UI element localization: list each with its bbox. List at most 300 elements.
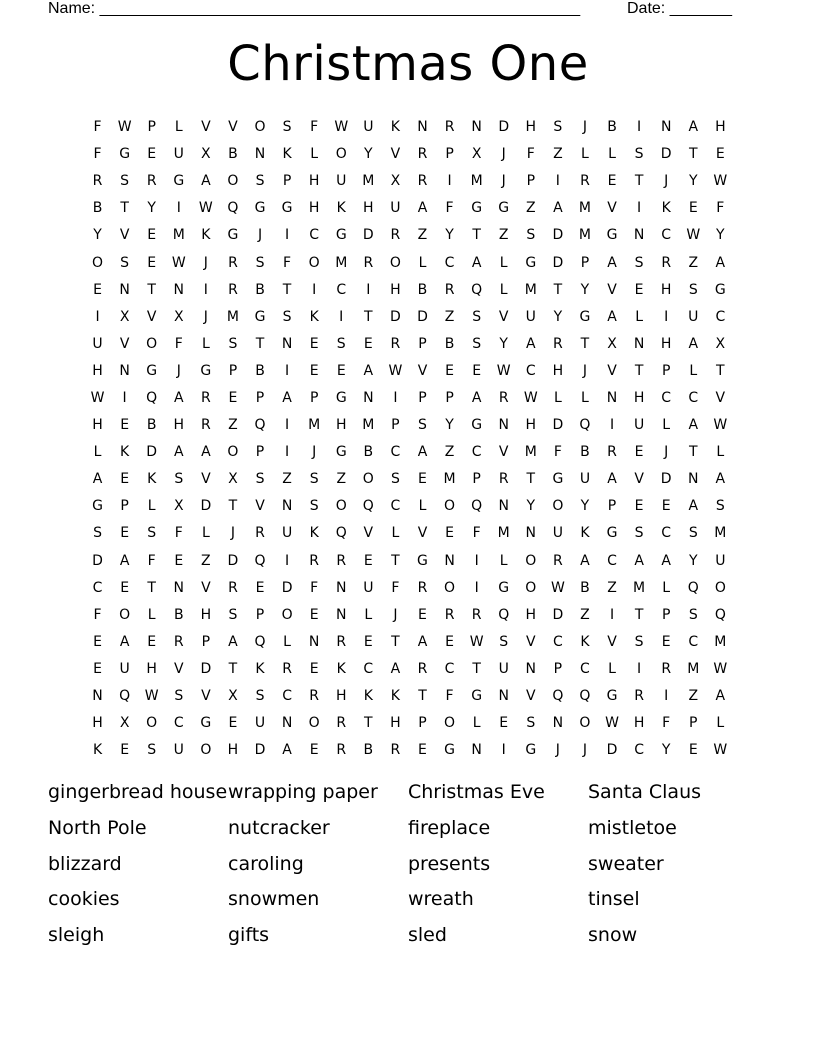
grid-letter: J — [582, 119, 588, 136]
grid-letter: E — [688, 200, 698, 217]
grid-letter: C — [92, 579, 103, 596]
grid-letter: O — [227, 444, 239, 461]
grid-letter: N — [119, 362, 130, 379]
grid-letter: V — [498, 444, 509, 461]
grid-letter: D — [362, 227, 374, 244]
grid-letter: N — [552, 715, 564, 732]
grid-letter: A — [715, 254, 726, 271]
grid-letter: C — [715, 308, 726, 325]
grid-letter: M — [362, 417, 375, 434]
grid-letter: H — [660, 335, 672, 352]
grid-letter: A — [363, 362, 374, 379]
grid-letter: C — [661, 227, 672, 244]
grid-letter: K — [580, 525, 590, 542]
grid-letter: S — [255, 254, 265, 271]
grid-letter: B — [255, 362, 265, 379]
grid-letter: N — [498, 417, 509, 434]
grid-letter: D — [390, 308, 401, 325]
grid-letter: Z — [228, 417, 238, 434]
grid-letter: L — [716, 444, 725, 461]
grid-letter: R — [634, 688, 644, 705]
grid-letter: R — [336, 715, 347, 732]
grid-letter: F — [445, 688, 454, 705]
grid-letter: Z — [444, 444, 455, 461]
grid-letter: L — [472, 715, 481, 732]
grid-letter: L — [635, 308, 643, 325]
grid-letter: A — [92, 471, 103, 488]
grid-letter: B — [607, 119, 617, 136]
grid-letter: V — [526, 688, 536, 705]
word-bank-item: Christmas Eve — [408, 781, 545, 803]
grid-letter: I — [285, 444, 290, 461]
grid-letter: E — [336, 362, 346, 379]
grid-letter: O — [444, 498, 456, 515]
grid-letter: D — [552, 606, 564, 623]
grid-letter: O — [552, 498, 564, 515]
grid-letter: K — [390, 119, 400, 136]
grid-letter: S — [336, 335, 346, 352]
grid-letter: L — [418, 254, 427, 271]
grid-letter: O — [389, 254, 401, 271]
grid-letter: H — [308, 200, 320, 217]
grid-letter: G — [119, 146, 131, 163]
grid-letter: I — [609, 606, 615, 623]
grid-letter: S — [255, 471, 265, 488]
grid-letter: T — [391, 552, 400, 569]
grid-letter: V — [607, 362, 617, 379]
grid-letter: E — [661, 633, 671, 650]
word-bank — [48, 778, 768, 957]
grid-row — [84, 656, 734, 683]
grid-letter: V — [607, 281, 617, 298]
grid-letter: O — [227, 173, 239, 190]
grid-row — [84, 168, 734, 195]
grid-letter: G — [471, 417, 483, 434]
grid-letter: S — [255, 173, 265, 190]
word-bank-item: blizzard — [48, 852, 122, 875]
grid-letter: U — [173, 742, 184, 759]
grid-letter: D — [498, 119, 510, 136]
grid-letter: E — [120, 742, 130, 759]
grid-letter: T — [634, 362, 644, 379]
grid-letter: S — [255, 688, 265, 705]
grid-letter: C — [634, 742, 644, 759]
grid-letter: L — [201, 335, 210, 352]
grid-letter: F — [445, 200, 454, 217]
word-bank-item: sweater — [588, 852, 664, 875]
grid-letter: Y — [716, 227, 725, 244]
name-line: Name: ______________________________________________________ — [48, 0, 581, 17]
grid-letter: Z — [688, 688, 699, 705]
grid-letter: S — [472, 308, 482, 325]
grid-letter: Y — [580, 281, 590, 298]
grid-letter: K — [336, 660, 346, 677]
grid-letter: F — [526, 146, 535, 163]
grid-letter: G — [281, 200, 293, 217]
grid-letter: O — [308, 715, 320, 732]
grid-letter: S — [634, 146, 644, 163]
grid-letter: Y — [553, 308, 563, 325]
grid-letter: I — [285, 227, 290, 244]
grid-letter: D — [200, 660, 212, 677]
grid-letter: U — [173, 146, 184, 163]
grid-letter: S — [688, 606, 698, 623]
grid-letter: L — [418, 498, 427, 515]
grid-letter: N — [92, 688, 103, 705]
worksheet-header — [48, 0, 748, 20]
grid-letter: F — [174, 525, 183, 542]
grid-letter: K — [282, 146, 292, 163]
grid-letter: H — [335, 688, 347, 705]
grid-letter: W — [469, 633, 484, 650]
grid-letter: F — [716, 200, 725, 217]
grid-letter: N — [525, 525, 537, 542]
grid-letter: M — [524, 281, 537, 298]
grid-letter: E — [120, 471, 130, 488]
grid-letter: T — [688, 444, 698, 461]
grid-letter: G — [200, 362, 212, 379]
grid-letter: M — [335, 254, 348, 271]
grid-letter: T — [228, 660, 238, 677]
grid-letter: E — [120, 417, 130, 434]
grid-letter: O — [714, 579, 726, 596]
grid-letter: E — [93, 633, 102, 650]
grid-letter: Y — [499, 335, 508, 352]
grid-letter: I — [637, 200, 642, 217]
word-bank-item: gingerbread house — [48, 781, 228, 803]
grid-letter: I — [122, 389, 127, 406]
grid-row — [84, 304, 734, 331]
grid-letter: M — [578, 227, 591, 244]
grid-letter: L — [608, 146, 616, 163]
grid-letter: K — [201, 227, 211, 244]
grid-letter: C — [580, 660, 590, 677]
grid-letter: E — [93, 660, 102, 677]
grid-letter: S — [499, 633, 509, 650]
grid-letter: W — [713, 173, 728, 190]
grid-letter: W — [713, 417, 728, 434]
grid-row — [84, 249, 734, 276]
word-bank-item: snow — [588, 924, 638, 947]
grid-letter: E — [607, 173, 617, 190]
grid-letter: N — [498, 688, 509, 705]
grid-letter: R — [417, 579, 428, 596]
grid-letter: E — [418, 606, 427, 623]
grid-row — [84, 114, 734, 141]
grid-letter: Q — [227, 200, 239, 217]
grid-letter: R — [390, 227, 401, 244]
grid-letter: G — [335, 444, 347, 461]
grid-letter: U — [336, 173, 347, 190]
grid-letter: U — [525, 308, 536, 325]
grid-letter: K — [390, 688, 400, 705]
grid-letter: N — [336, 606, 347, 623]
grid-letter: N — [606, 389, 618, 406]
grid-letter: P — [255, 444, 265, 461]
grid-letter: R — [336, 633, 347, 650]
grid-letter: H — [552, 362, 564, 379]
grid-letter: U — [281, 525, 293, 542]
grid-letter: R — [363, 254, 374, 271]
grid-letter: O — [362, 471, 374, 488]
grid-letter: X — [390, 173, 401, 190]
grid-letter: O — [200, 742, 212, 759]
grid-letter: E — [445, 633, 454, 650]
grid-letter: E — [120, 525, 130, 542]
grid-letter: R — [309, 552, 320, 569]
grid-letter: X — [173, 308, 184, 325]
grid-letter: Q — [579, 417, 591, 434]
grid-letter: I — [312, 281, 317, 298]
grid-letter: V — [201, 688, 211, 705]
grid-letter: P — [418, 715, 427, 732]
grid-letter: A — [119, 633, 130, 650]
grid-letter: U — [119, 660, 130, 677]
grid-letter: A — [417, 200, 428, 217]
grid-letter: N — [281, 715, 293, 732]
grid-letter: L — [689, 362, 698, 379]
grid-letter: M — [578, 200, 591, 217]
grid-letter: C — [661, 389, 672, 406]
grid-letter: K — [92, 742, 103, 759]
grid-row — [84, 466, 734, 493]
grid-letter: Q — [498, 606, 510, 623]
grid-letter: L — [499, 552, 508, 569]
grid-letter: S — [688, 525, 698, 542]
grid-letter: G — [498, 579, 510, 596]
grid-letter: F — [93, 146, 102, 163]
grid-letter: V — [201, 119, 211, 136]
grid-letter: N — [444, 552, 455, 569]
grid-letter: S — [634, 525, 644, 542]
grid-letter: T — [255, 335, 265, 352]
grid-letter: E — [363, 552, 373, 569]
grid-letter: A — [607, 308, 617, 325]
grid-row — [84, 412, 734, 439]
grid-letter: I — [474, 579, 479, 596]
grid-letter: S — [526, 227, 536, 244]
grid-letter: P — [661, 606, 671, 623]
grid-letter: G — [417, 552, 428, 569]
grid-letter: O — [281, 606, 293, 623]
grid-letter: I — [637, 660, 642, 677]
grid-letter: B — [444, 335, 455, 352]
puzzle-title: Christmas One — [227, 36, 589, 92]
grid-letter: A — [201, 173, 211, 190]
grid-letter: D — [606, 742, 618, 759]
grid-letter: Z — [525, 200, 536, 217]
grid-letter: S — [120, 254, 130, 271]
word-bank-item: snowmen — [228, 888, 320, 911]
grid-letter: H — [525, 417, 537, 434]
date-line: Date: _______ — [627, 0, 732, 17]
grid-letter: F — [553, 444, 562, 461]
grid-letter: R — [553, 552, 563, 569]
grid-row — [84, 358, 734, 385]
grid-letter: U — [498, 660, 509, 677]
grid-letter: S — [228, 335, 238, 352]
grid-letter: N — [688, 471, 699, 488]
word-bank-item: fireplace — [408, 816, 491, 839]
grid-letter: G — [552, 471, 564, 488]
grid-letter: W — [171, 254, 186, 271]
grid-letter: Y — [580, 498, 590, 515]
grid-letter: S — [688, 281, 698, 298]
grid-letter: M — [524, 444, 537, 461]
grid-letter: B — [363, 742, 374, 759]
grid-letter: U — [552, 525, 563, 542]
grid-letter: K — [661, 200, 671, 217]
grid-letter: G — [606, 525, 618, 542]
grid-letter: V — [715, 389, 726, 406]
grid-letter: L — [93, 444, 102, 461]
grid-letter: A — [471, 389, 482, 406]
grid-letter: S — [282, 119, 292, 136]
grid-letter: H — [390, 281, 401, 298]
grid-letter: S — [174, 688, 184, 705]
grid-row — [84, 683, 734, 710]
grid-letter: K — [336, 200, 346, 217]
grid-letter: Q — [146, 389, 158, 406]
grid-letter: D — [146, 444, 158, 461]
word-bank-item: presents — [408, 852, 491, 875]
grid-letter: Z — [201, 552, 211, 569]
grid-letter: O — [444, 579, 456, 596]
grid-letter: X — [228, 688, 238, 705]
grid-letter: E — [228, 389, 238, 406]
grid-letter: R — [282, 660, 292, 677]
grid-letter: Y — [445, 227, 454, 244]
grid-letter: G — [471, 200, 483, 217]
grid-letter: B — [363, 444, 374, 461]
grid-letter: R — [607, 444, 617, 461]
grid-letter: R — [444, 119, 455, 136]
grid-letter: V — [201, 471, 211, 488]
grid-letter: F — [472, 525, 481, 542]
grid-letter: H — [173, 417, 185, 434]
grid-letter: Q — [552, 688, 564, 705]
grid-letter: T — [418, 688, 427, 705]
grid-letter: G — [606, 688, 618, 705]
grid-letter: T — [147, 579, 156, 596]
grid-letter: P — [309, 389, 319, 406]
grid-letter: C — [282, 688, 292, 705]
grid-letter: P — [391, 417, 400, 434]
grid-letter: A — [471, 254, 482, 271]
grid-letter: M — [714, 633, 727, 650]
grid-letter: P — [472, 471, 481, 488]
word-bank-item: cookies — [48, 888, 120, 911]
grid-letter: Z — [553, 146, 563, 163]
grid-letter: C — [525, 362, 536, 379]
grid-letter: E — [147, 633, 157, 650]
grid-letter: T — [472, 660, 481, 677]
grid-letter: H — [525, 606, 537, 623]
grid-letter: E — [174, 552, 184, 569]
grid-letter: N — [525, 660, 537, 677]
grid-letter: O — [579, 715, 591, 732]
grid-letter: W — [388, 362, 403, 379]
grid-letter: O — [525, 579, 537, 596]
grid-letter: E — [363, 335, 373, 352]
grid-letter: N — [119, 281, 130, 298]
grid-letter: M — [497, 525, 510, 542]
grid-letter: L — [147, 606, 156, 623]
grid-letter: V — [634, 471, 644, 488]
grid-letter: R — [498, 389, 509, 406]
grid-letter: R — [471, 606, 482, 623]
grid-letter: O — [335, 498, 347, 515]
word-bank-item: Santa Claus — [588, 781, 702, 803]
grid-letter: E — [309, 335, 319, 352]
grid-letter: Q — [579, 688, 591, 705]
grid-letter: R — [255, 525, 265, 542]
grid-letter: I — [95, 308, 100, 325]
grid-letter: A — [119, 552, 130, 569]
grid-letter: E — [634, 281, 644, 298]
grid-letter: H — [633, 715, 645, 732]
grid-row — [84, 141, 734, 168]
grid-letter: Q — [471, 498, 483, 515]
grid-letter: L — [581, 389, 589, 406]
grid-letter: R — [417, 146, 428, 163]
grid-letter: V — [228, 119, 238, 136]
grid-letter: Q — [471, 281, 483, 298]
grid-letter: C — [471, 444, 482, 461]
grid-letter: J — [312, 444, 317, 461]
grid-letter: R — [417, 660, 428, 677]
grid-letter: H — [308, 173, 320, 190]
grid-letter: I — [393, 389, 398, 406]
grid-letter: S — [174, 471, 184, 488]
grid-letter: G — [254, 308, 266, 325]
grid-letter: R — [553, 335, 563, 352]
grid-letter: H — [92, 715, 103, 732]
grid-letter: I — [285, 417, 290, 434]
grid-letter: J — [501, 146, 506, 163]
grid-letter: T — [580, 335, 590, 352]
grid-letter: R — [228, 579, 238, 596]
grid-letter: V — [498, 308, 509, 325]
grid-letter: R — [200, 417, 211, 434]
grid-letter: L — [662, 417, 671, 434]
grid-letter: L — [147, 498, 156, 515]
grid-letter: G — [498, 200, 510, 217]
grid-letter: P — [201, 633, 211, 650]
grid-letter: Z — [498, 227, 509, 244]
grid-letter: Z — [688, 254, 699, 271]
grid-letter: F — [662, 715, 671, 732]
grid-letter: P — [445, 146, 454, 163]
grid-row — [84, 331, 734, 358]
grid-letter: J — [257, 227, 263, 244]
grid-letter: A — [390, 660, 401, 677]
grid-letter: V — [173, 660, 184, 677]
grid-letter: L — [662, 579, 671, 596]
grid-letter: L — [201, 525, 210, 542]
grid-letter: R — [336, 552, 347, 569]
grid-letter: S — [282, 308, 292, 325]
grid-row — [84, 737, 734, 764]
grid-letter: X — [119, 308, 130, 325]
grid-letter: P — [553, 660, 563, 677]
letter-grid — [84, 114, 734, 764]
grid-letter: A — [201, 444, 211, 461]
grid-letter: R — [444, 281, 455, 298]
grid-letter: E — [418, 742, 427, 759]
grid-letter: N — [308, 633, 320, 650]
grid-letter: N — [633, 227, 645, 244]
